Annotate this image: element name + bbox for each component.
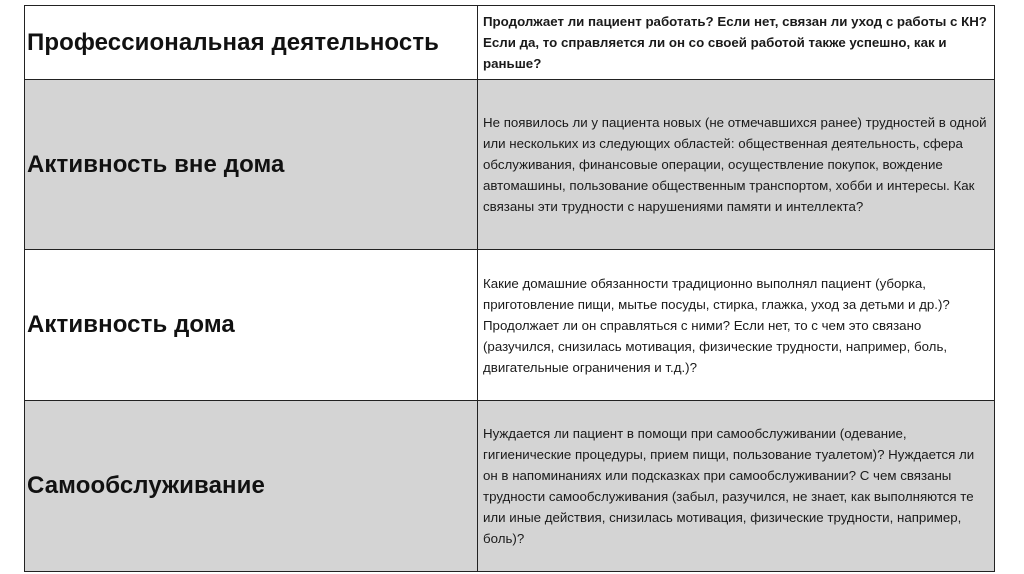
row-title: Активность дома (27, 311, 235, 339)
row-description-cell (478, 80, 995, 250)
row-description: Нуждается ли пациент в помощи при самообслуживании (одевание, гигиенические процедуры, прием пищи, пользование туалетом)? Нуждается ли он в напоминаниях или подсказках при самообслуживании? С чем связаны трудности самообслуживания (забыл, разучился, не знает, как выполняются те или иные действия, снизилась мотивация, физические трудности, например, боль)? (483, 425, 975, 546)
row-description: Продолжает ли пациент работать? Если нет, связан ли уход с работы с КН? Если да, то справляется ли он со своей работой также успешно, как и раньше? (483, 14, 987, 72)
row-title: Активность вне дома (27, 150, 285, 178)
row-title: Самообслуживание (27, 471, 265, 499)
row-title-cell (25, 250, 478, 400)
row-description-cell (478, 6, 995, 80)
row-title-cell (25, 400, 478, 571)
assessment-table (24, 5, 995, 572)
row-title-cell (25, 6, 478, 80)
table-row-home-activity (25, 250, 995, 400)
row-description: Не появилось ли у пациента новых (не отмечавшихся ранее) трудностей в одной или нескольких из следующих областей: общественная деятельность, сфера обслуживания, финансовые операции, осуществление покупок, вождение автомашины, пользование общественным транспортом, хобби и интересы. Как связаны эти трудности с нарушениями памяти и интеллекта? (483, 115, 987, 215)
table-row-self-care (25, 400, 995, 571)
table-row-outside-activity (25, 80, 995, 250)
row-description-cell (478, 250, 995, 400)
row-description: Какие домашние обязанности традиционно выполнял пациент (уборка, приготовление пищи, мытье посуды, стирка, глажка, уход за детьми и др.)? Продолжает ли он справляться с ними? Если нет, то с чем это связано (разучился, снизилась мотивация, физические трудности, например, боль, двигательные ограничения и т.д.)? (483, 275, 950, 375)
row-title: Профессиональная деятельность (27, 28, 440, 56)
row-title-cell (25, 80, 478, 250)
table-row-professional (25, 6, 995, 80)
row-description-cell (478, 400, 995, 571)
